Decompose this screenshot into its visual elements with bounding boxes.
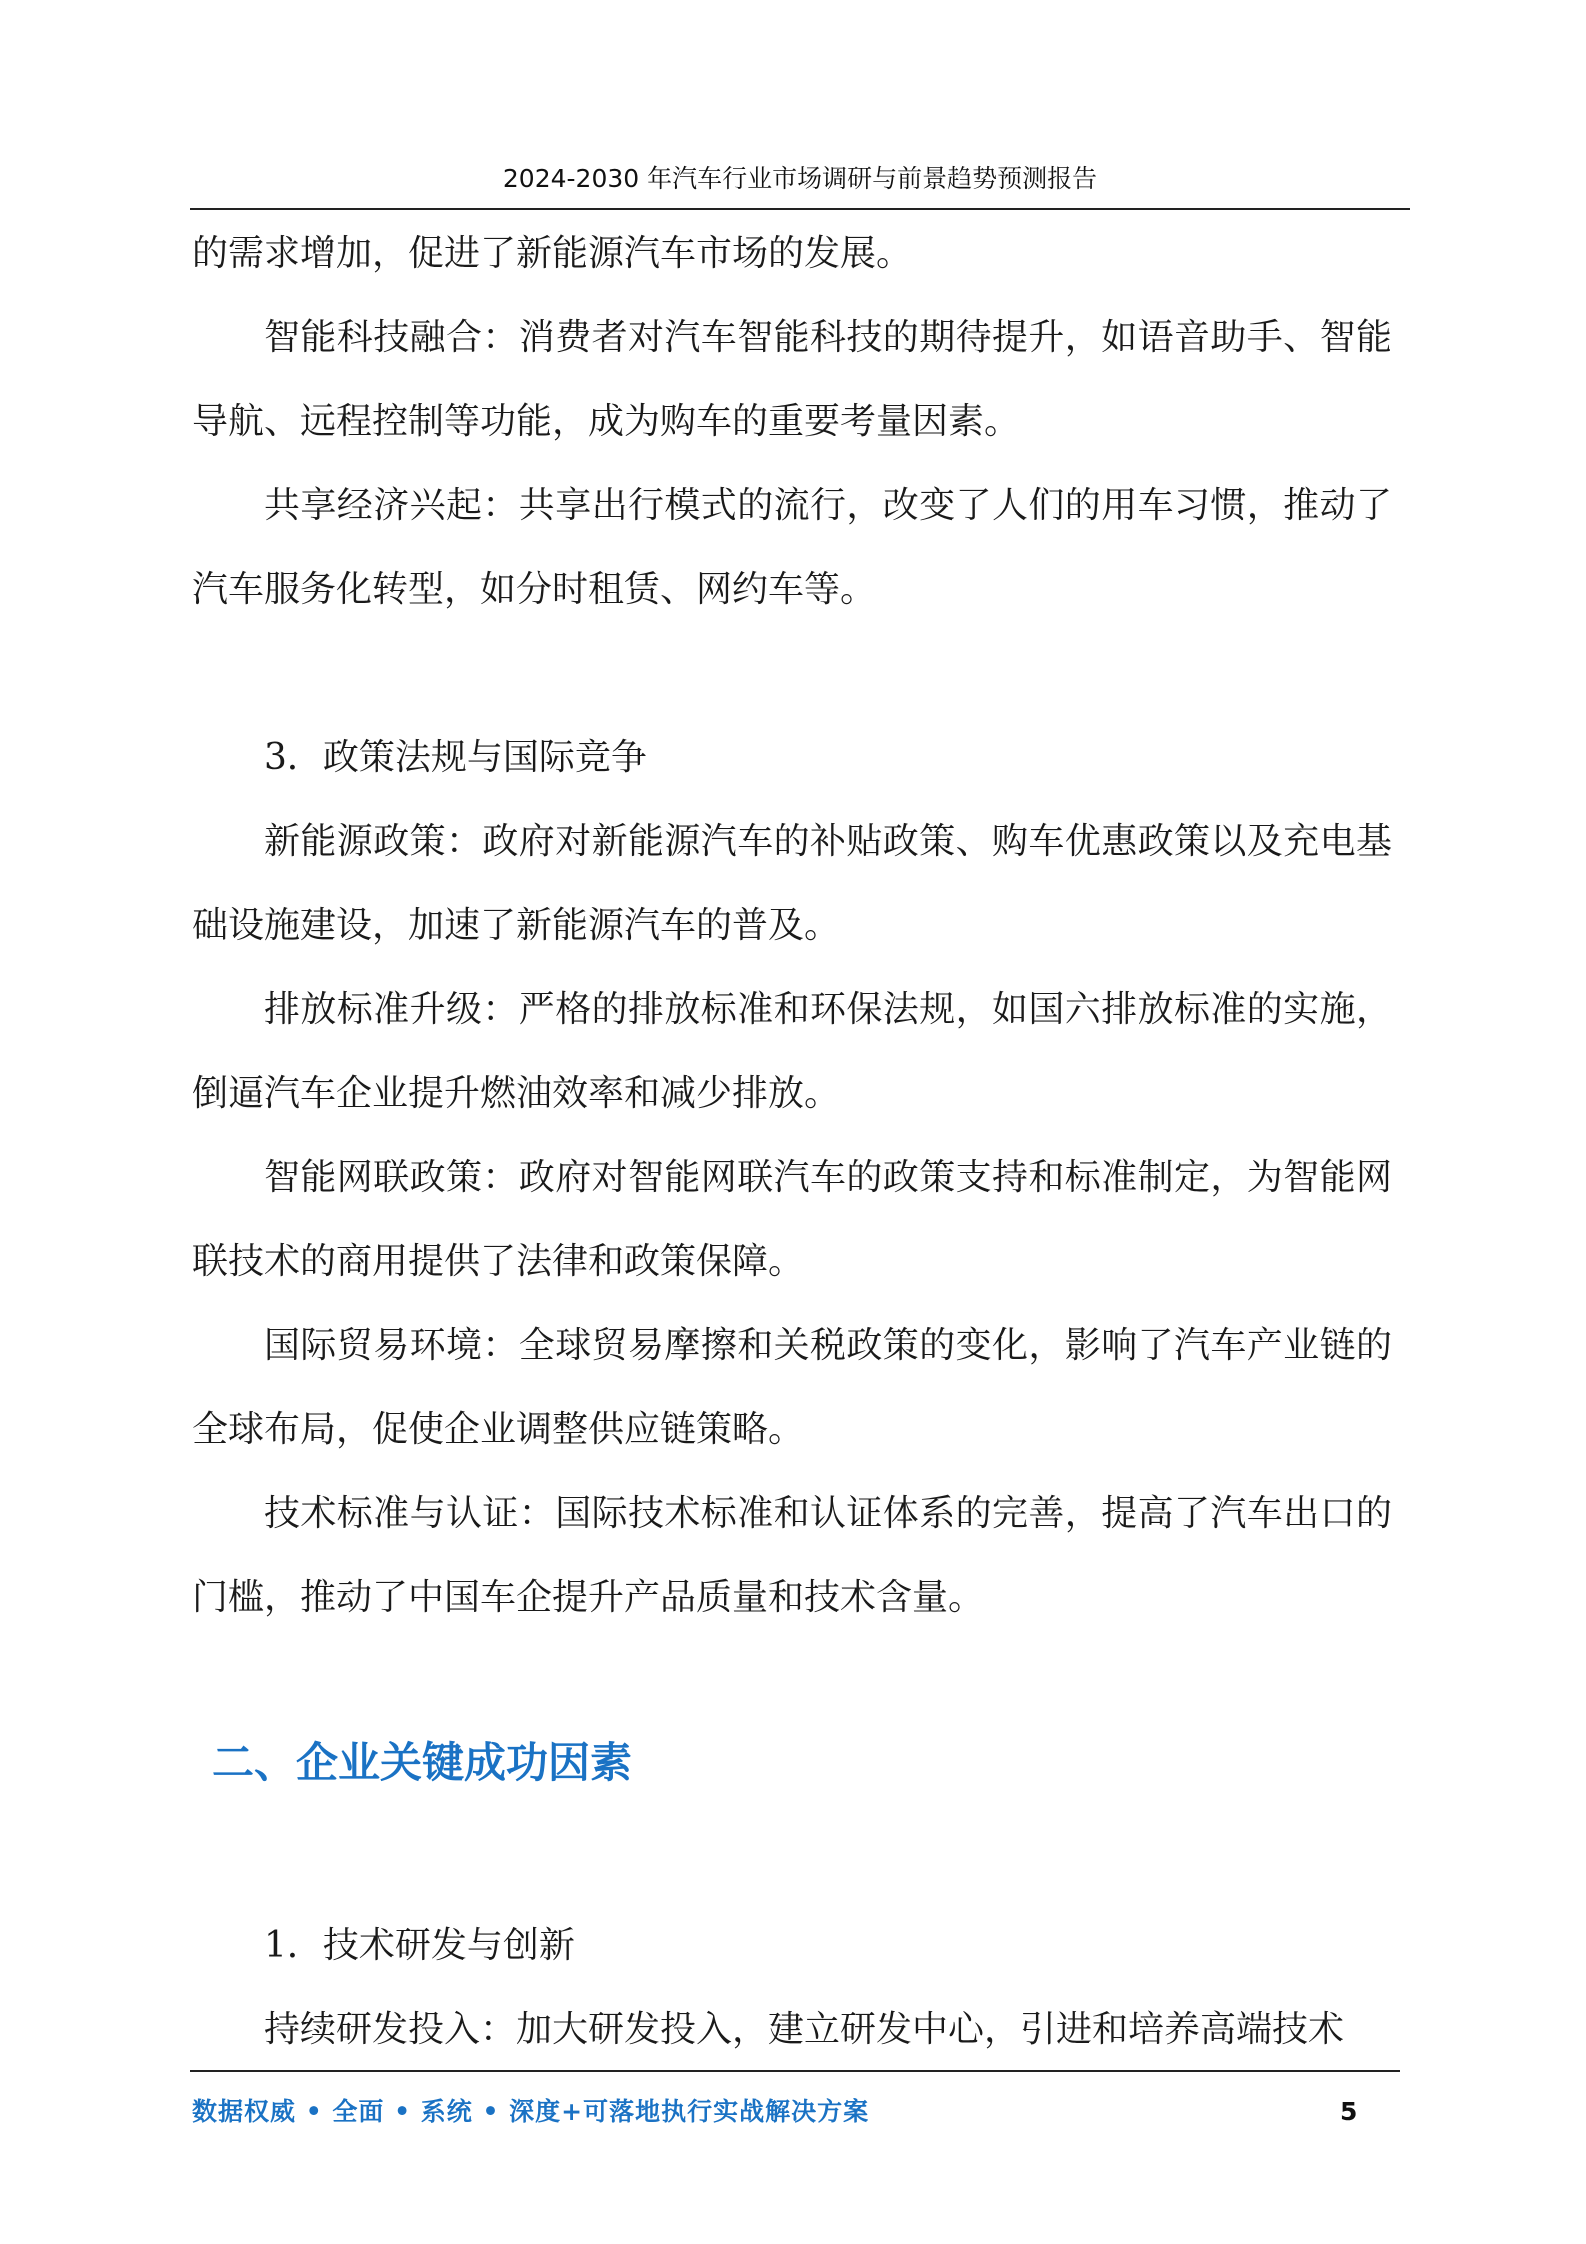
section-title: 二、企业关键成功因素 [212,1738,633,1787]
paragraph-connected-policy: 智能网联政策：政府对智能网联汽车的政策支持和标准制定，为智能网联技术的商用提供了法律和政策保障。 [192,1157,1392,1282]
paragraph-demand: 的需求增加，促进了新能源汽车市场的发展。 [192,233,913,274]
report-title: 2024-2030 年汽车行业市场调研与前景趋势预测报告 [502,164,1098,193]
paragraph-smart-tech: 智能科技融合：消费者对汽车智能科技的期待提升，如语音助手、智能导航、远程控制等功能，成为购车的重要考量因素。 [192,317,1392,442]
footer-divider [190,2070,1400,2072]
subheading-policy: 3．政策法规与国际竞争 [264,737,647,778]
footer-slogan: 数据权威 • 全面 • 系统 • 深度+可落地执行实战解决方案 [192,2097,870,2126]
paragraph-nev-policy: 新能源政策：政府对新能源汽车的补贴政策、购车优惠政策以及充电基础设施建设，加速了新能源汽车的普及。 [192,821,1392,946]
paragraph-rd-investment: 持续研发投入：加大研发投入，建立研发中心，引进和培养高端技术 [264,2009,1345,2050]
page-header [190,150,1410,210]
paragraph-trade: 国际贸易环境：全球贸易摩擦和关税政策的变化，影响了汽车产业链的全球布局，促使企业调整供应链策略。 [192,1325,1392,1450]
paragraph-emission: 排放标准升级：严格的排放标准和环保法规，如国六排放标准的实施，倒逼汽车企业提升燃油效率和减少排放。 [192,989,1392,1114]
paragraph-sharing-economy: 共享经济兴起：共享出行模式的流行，改变了人们的用车习惯，推动了汽车服务化转型，如分时租赁、网约车等。 [192,485,1392,610]
paragraph-standards: 技术标准与认证：国际技术标准和认证体系的完善，提高了汽车出口的门槛，推动了中国车企提升产品质量和技术含量。 [192,1493,1392,1618]
subheading-tech-rd: 1．技术研发与创新 [264,1925,575,1966]
page-number: 5 [1340,2097,1358,2126]
